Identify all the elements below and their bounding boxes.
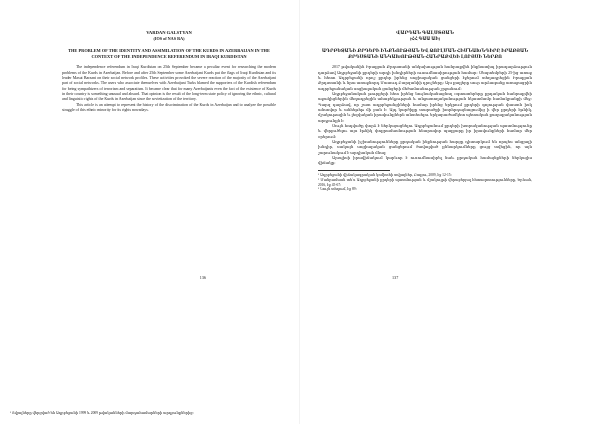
right-column [318,30,532,192]
abstract-paragraph-en: The independence referendum in Iraqi Kurdistan on 25th September became a peculiar event for researching the modern problems of the Kurds in Azerbaijan. Before and after 25th September some Azerbaijani Kurds put the flags of Iraqi Kurdistan and its leader Masut Barzani on their social network profiles. These activities provoked the severe reaction of the majority of the Azerbaijani part of social networks. The users who associate themselves with Azerbaijani Turks blamed the supporters of the Kurdish referendum for being sympathizers of terrorism and separatism. It became clear that for many Azerbaijanis even the fact of the existence of Kurds in their country is something unusual and absurd. That opinion is the result of the long-term state policy of ignoring the ethnic, cultural and linguistic rights of the Kurds in Azerbaijan since the sovietization of the territory. [62,64,276,102]
page-number-left: 136 [199,275,206,280]
body-paragraph: Ադրբեջանի իշխանությունները քրդական ինքնության հարցը դիտարկում են որպես անցյալի խնդիր, սակայն սոցիալական ցանցերում ծավալված քննարկումները ցույց տվեցին, որ այն շարունակում է արդիական մնալ։ [318,139,532,155]
article-title-en: THE PROBLEM OF THE IDENTITY AND ASSIMILATION OF THE KURDS IN AZERBAIJAN IN THE CONTEXT OF THE INDEPENDENCE REFERENDUM IN IRAQI KURDISTAN [68,48,270,59]
left-column [62,30,276,112]
body-paragraph: Այսպիսի իրավիճակում կարևոր է ուսումնասիրել նաև քրդական համայնքների ներկայիս վիճակը։ [318,155,532,166]
footnote: ² Մանրամասն տե՛ս Ադրբեջանի քրդերի պատմության և մշակույթի վերաբերյալ հետազոտությունները, Երևան, 2016, էջ 45-67։ [318,177,532,187]
body-paragraph: 2017 թվականին Իրաքյան Քրդստանի անկախության հանրաքվեն ինքնատիպ իրադարձություն դարձավ Ադրբեջանի քրդերի արդի խնդիրների ուսումնասիրության համար։ Սեպտեմբերի 25-ից առաջ և հետո Ադրբեջանի որոշ քրդեր իրենց սոցիալական ցանցերի էջերում տեղադրեցին Իրաքյան Քրդստանի և նրա առաջնորդ Մասուդ Բարզանիի դրոշները։ Այս քայլերը սուր արձագանք առաջացրին ադրբեջանական սոցիալական ցանցերի մեծամասնության շրջանում։ [318,64,532,91]
abstract-paragraph-en: This article is an attempt to represent the history of the discrimination of the Kurds in Azerbaijan and to analyze the possible struggle of this ethnic minority for its rights nowadays. [62,101,276,112]
author-affiliation-en: (IOS of NAS RA) [153,36,185,41]
footnote: ¹ Ադրբեջանի վիճակագրական կոմիտեի տվյալներ, Բաքու, 2009, էջ 12-15։ [318,172,452,177]
left-footnote [10,411,280,416]
footnote-text: ¹ Տվյալները վերցված են Ադրբեջանի 1999 և 2009 թվականների մարդահամարների արդյունքներից։ [10,411,194,416]
author-name-en: VARDAN GALSTYAN [146,30,192,35]
body-paragraph: Ադրբեջանական թուրքերի հետ իրենց նույնականացնող օգտատերերը քրդական հանրաքվեի աջակիցներին մեղադրեցին ահաբեկչության և անջատողականության նկատմամբ համակրանքի մեջ։ Պարզ դարձավ, որ շատ ադրբեջանցիների համար իրենց երկրում քրդերի գոյության փաստն իսկ անսովոր և անհեթեթ մի բան է։ Այդ կարծիքը տարածքի խորհրդայնացումից ի վեր քրդերի էթնիկ, մշակութային և լեզվական իրավունքներն անտեսելու երկարաժամկետ պետական քաղաքականության արդյունքն է։ [318,90,532,123]
body-paragraph: Սույն հոդվածը փորձ է ներկայացնելու Ադրբեջանում քրդերի խտրականության պատմությունը և վերլուծելու այս էթնիկ փոքրամասնության հնարավոր պայքարը իր իրավունքների համար մեր օրերում։ [318,122,532,139]
right-page [300,0,600,424]
author-affiliation-hy: (ՀՀ ԳԱԱ ԱԻ) [410,36,440,41]
article-body-hy [318,64,532,166]
article-title-hy: ԱԴՐԲԵՋԱՆԻ ՔՐԴԵՐԻ ԻՆՔՆՈՒԹՅԱՆ ԵՎ ՁՈՒԼՄԱՆ ՀԻՄՆԱԽՆԴԻՐԸ ԻՐԱՔՅԱՆ ՔՐԴՍՏԱՆԻ ԱՆԿԱԽՈՒԹՅԱՆ ՀԱՆՐԱՔՎԵԻ ԼՈՒՅՍԻ ՆԵՐՔՈ [321,48,529,59]
footnote: ³ Նույն տեղում, էջ 89։ [318,187,357,192]
footnote-divider [318,170,390,171]
author-name-hy: ՎԱՐԴԱՆ ԳԱԼՍՏՅԱՆ [396,30,454,35]
page-number-right: 137 [392,275,399,280]
